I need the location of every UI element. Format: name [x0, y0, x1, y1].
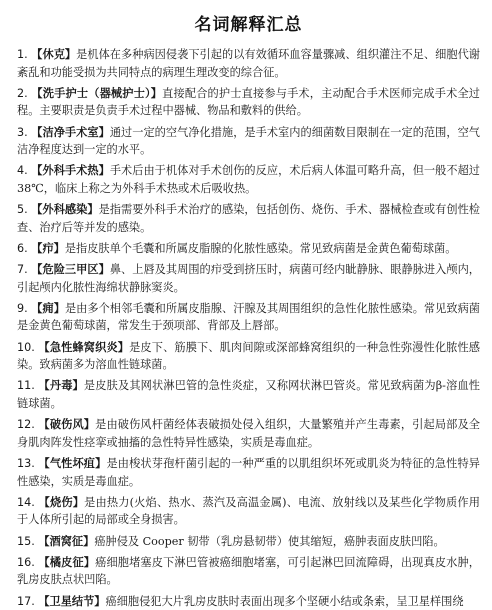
- entry-definition: 是皮肤及其网状淋巴管的急性炎症，又称网状淋巴管炎。常见致病菌为β-溶血性链球菌。: [17, 379, 480, 411]
- entry-definition: 鼻、上唇及其周围的疖受到挤压时，病菌可经内眦静脉、眼静脉进入颅内，引起颅内化脓性海绵状静脉窦炎。: [17, 263, 480, 294]
- entry-number: 17.: [17, 594, 35, 608]
- glossary-entry: [17, 554, 480, 589]
- entry-definition: 是机体在多种病因侵袭下引起的以有效循环血容量骤减、组织灌注不足、细胞代谢紊乱和功能受损为共同特点的病理生理改变的综合征。: [17, 48, 480, 79]
- entry-term: 【洁净手术室】: [31, 125, 110, 139]
- glossary-entry: [17, 494, 480, 529]
- entry-number: 2.: [17, 86, 28, 100]
- entry-term: 【烧伤】: [38, 495, 85, 509]
- entry-number: 11.: [17, 379, 35, 393]
- entry-term: 【休克】: [31, 48, 77, 61]
- entry-term: 【橘皮征】: [38, 555, 96, 569]
- entry-term: 【洗手护士（器械护士）】: [31, 86, 163, 100]
- entry-number: 10.: [17, 340, 35, 354]
- entry-definition: 通过一定的空气净化措施，是手术室内的细菌数目限制在一定的范围，空气洁净程度达到一定的水平。: [17, 125, 480, 157]
- entry-number: 3.: [17, 125, 28, 139]
- entry-term: 【外科手术热】: [31, 164, 110, 178]
- entry-definition: 是由梭状芽孢杆菌引起的一种严重的以肌组织坏死或肌炎为特征的急性特异性感染，实质是毒血症。: [17, 457, 480, 488]
- glossary-entry: [17, 240, 480, 258]
- entry-term: 【破伤风】: [38, 418, 96, 432]
- glossary-entry: [17, 533, 480, 551]
- glossary-entry: [17, 455, 480, 490]
- entry-definition: 手术后由于机体对手术创伤的反应，术后病人体温可略升高，但一般不超过 38℃，临床上称之为外科手术热或术后吸收热。: [17, 164, 480, 195]
- glossary-entry: [17, 46, 480, 81]
- entry-number: 14.: [17, 495, 35, 509]
- entry-number: 9.: [17, 301, 28, 315]
- entry-term: 【痈】: [31, 301, 65, 315]
- glossary-entry: [17, 162, 480, 197]
- entry-number: 4.: [17, 164, 28, 178]
- entry-term: 【气性坏疽】: [38, 457, 107, 470]
- glossary-entry: [17, 377, 480, 412]
- entry-number: 13.: [17, 457, 35, 470]
- glossary-list: [17, 46, 480, 610]
- entry-definition: 是指皮肤单个毛囊和所属皮脂腺的化脓性感染。常见致病菌是金黄色葡萄球菌。: [64, 241, 457, 255]
- glossary-entry: [17, 339, 480, 374]
- entry-definition: 是由多个相邻毛囊和所属皮脂腺、汗腺及其周围组织的急性化脓性感染。常见致病菌是金黄色葡萄球菌，常发生于颈项部、背部及上唇部。: [17, 301, 480, 333]
- glossary-entry: [17, 261, 480, 296]
- entry-term: 【急性蜂窝织炎】: [38, 340, 130, 354]
- entry-term: 【卫星结节】: [38, 594, 106, 608]
- glossary-entry: [17, 201, 480, 236]
- entry-number: 6.: [17, 241, 28, 255]
- entry-term: 【疖】: [31, 241, 65, 255]
- glossary-entry: [17, 593, 480, 610]
- entry-definition: 癌肿侵及 Cooper 韧带（乳房悬韧带）使其缩短，癌肿表面皮肤凹陷。: [94, 534, 445, 548]
- entry-term: 【外科感染】: [31, 203, 99, 217]
- entry-definition: 是皮下、筋膜下、肌肉间隙或深部蜂窝组织的一种急性弥漫性化脓性感染。致病菌多为溶血性链球菌。: [17, 340, 480, 372]
- glossary-entry: [17, 85, 480, 120]
- entry-definition: 是指需要外科手术治疗的感染，包括创伤、烧伤、手术、器械检查或有创性检查、治疗后等并发的感染。: [17, 203, 480, 234]
- glossary-entry: [17, 124, 480, 159]
- entry-number: 5.: [17, 203, 28, 217]
- entry-number: 7.: [17, 263, 28, 277]
- glossary-entry: [17, 416, 480, 451]
- entry-number: 15.: [17, 534, 35, 548]
- entry-term: 【危险三甲区】: [31, 263, 110, 277]
- entry-number: 1.: [17, 48, 28, 61]
- entry-number: 12.: [17, 418, 35, 432]
- entry-term: 【酒窝征】: [38, 534, 95, 548]
- glossary-entry: [17, 300, 480, 335]
- entry-term: 【丹毒】: [38, 379, 84, 393]
- entry-number: 16.: [17, 555, 35, 569]
- page-title: 名词解释汇总: [194, 15, 303, 35]
- entry-definition: 癌细胞侵犯大片乳房皮肤时表面出现多个坚硬小结或条索，呈卫星样围绕: [105, 594, 464, 608]
- entry-definition: 是由热力(火焰、热水、蒸汽及高温金属)、电流、放射线以及某些化学物质作用于人体所引起的局部或全身损害。: [17, 495, 480, 527]
- entry-definition: 癌细胞堵塞皮下淋巴管被癌细胞堵塞，可引起淋巴回流障碍，出现真皮水肿，乳房皮肤点状凹陷。: [17, 555, 480, 587]
- entry-definition: 是由破伤风杆菌经体表破损处侵入组织，大量繁殖并产生毒素，引起局部及全身肌肉阵发性痉挛或抽搐的急性特异性感染，实质是毒血症。: [17, 418, 480, 449]
- entry-definition: 直接配合的护士直接参与手术，主动配合手术医师完成手术全过程。主要职责是负责手术过程中器械、物品和敷料的供给。: [17, 86, 480, 118]
